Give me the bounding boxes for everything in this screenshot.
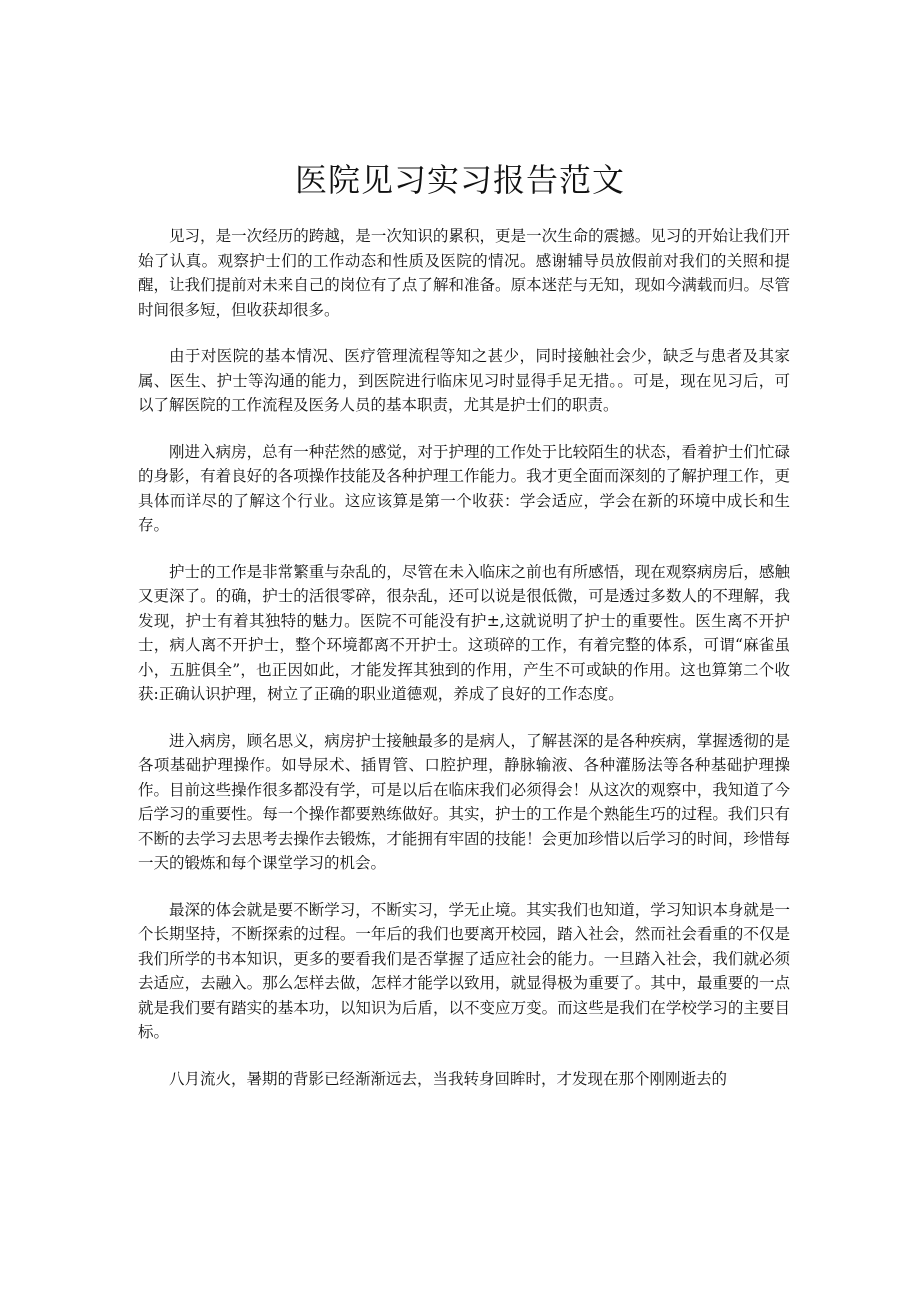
paragraph-3: 刚进入病房，总有一种茫然的感觉，对于护理的工作处于比较陌生的状态，看着护士们忙碌的身影，有着良好的各项操作技能及各种护理工作能力。我才更全面而深刻的了解护理工作，更具体而详尽的了解这个行业。这应该算是第一个收获：学会适应，学会在新的环境中成长和生存。 [138,442,790,534]
paragraph-4: 护士的工作是非常繁重与杂乱的，尽管在未入临床之前也有所感悟，现在观察病房后，感触又更深了。的确，护士的活很零碎，很杂乱，还可以说是很低微，可是透过多数人的不理解，我发现，护士有着其独特的魅力。医院不可能没有护±,这就说明了护士的重要性。医生离不开护士，病人离不开护士，整个环境都离不开护士。这琐碎的工作，有着完整的体系，可谓“麻雀虽小，五脏俱全”，也正因如此，才能发挥其独到的作用，产生不可或缺的作用。这也算第二个收获:正确认识护理，树立了正确的职业道德观，养成了良好的工作态度。 [138,562,790,703]
paragraph-6: 最深的体会就是要不断学习，不断实习，学无止境。其实我们也知道，学习知识本身就是一个长期坚持，不断探索的过程。一年后的我们也要离开校园，踏入社会，然而社会看重的不仅是我们所学的书本知识，更多的要看我们是否掌握了适应社会的能力。一旦踏入社会，我们就必须去适应，去融入。那么怎样去做，怎样才能学以致用，就显得极为重要了。其中，最重要的一点就是我们要有踏实的基本功，以知识为后盾，以不变应万变。而这些是我们在学校学习的主要目标。 [138,900,790,1041]
paragraph-1: 见习，是一次经历的跨越，是一次知识的累积，更是一次生命的震撼。见习的开始让我们开始了认真。观察护士们的工作动态和性质及医院的情况。感谢辅导员放假前对我们的关照和提醒，让我们提前对未来自己的岗位有了点了解和准备。原本迷茫与无知，现如今满载而归。尽管时间很多短，但收获却很多。 [138,227,790,319]
document-title: 医院见习实习报告范文 [294,161,625,199]
paragraph-7: 八月流火，暑期的背影已经渐渐远去，当我转身回眸时，才发现在那个刚刚逝去的 [169,1069,728,1088]
paragraph-5: 进入病房，顾名思义，病房护士接触最多的是病人，了解甚深的是各种疾病，掌握透彻的是各项基础护理操作。如导尿术、插胃管、口腔护理，静脉输液、各种灌肠法等各种基础护理操作。目前这些操作很多都没有学，可是以后在临床我们必须得会！从这次的观察中，我知道了今后学习的重要性。每一个操作都要熟练做好。其实，护士的工作是个熟能生巧的过程。我们只有不断的去学习去思考去操作去锻炼，才能拥有牢固的技能！会更加珍惜以后学习的时间，珍惜每一天的锻炼和每个课堂学习的机会。 [138,731,790,872]
paragraph-2: 由于对医院的基本情况、医疗管理流程等知之甚少，同时接触社会少，缺乏与患者及其家属、医生、护士等沟通的能力，到医院进行临床见习时显得手足无措。。可是，现在见习后，可以了解医院的工作流程及医务人员的基本职责，尤其是护士们的职责。 [138,347,790,414]
document-body [138,224,790,1113]
